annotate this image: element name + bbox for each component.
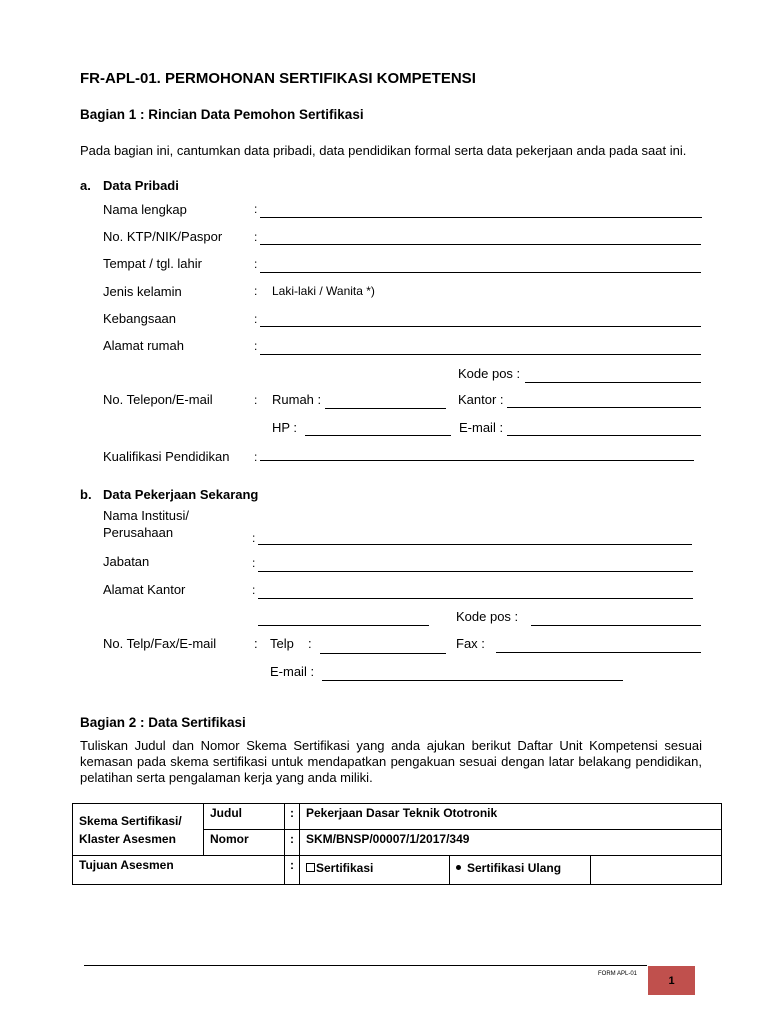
- label-kantor: Kantor :: [458, 392, 504, 407]
- skema-table: [72, 803, 722, 885]
- colon: :: [254, 230, 258, 244]
- input-nama-institusi[interactable]: [258, 544, 692, 545]
- input-telepon-rumah[interactable]: [325, 408, 446, 409]
- input-email-kantor[interactable]: [322, 680, 623, 681]
- input-jabatan[interactable]: [258, 571, 693, 572]
- label-telp-fax-email: No. Telp/Fax/E-mail: [103, 636, 217, 651]
- label-email-kantor: E-mail :: [270, 664, 315, 679]
- page-number: 1: [668, 974, 675, 987]
- input-alamat-kantor-2[interactable]: [258, 625, 429, 626]
- label-ktp: No. KTP/NIK/Paspor: [103, 229, 223, 244]
- colon: :: [285, 804, 300, 830]
- input-fax[interactable]: [496, 652, 701, 653]
- empty-cell: [591, 856, 722, 885]
- colon: :: [254, 636, 258, 651]
- input-telepon-kantor[interactable]: [507, 407, 701, 408]
- footer-line: [84, 965, 647, 966]
- jenis-kelamin-options: Laki-laki / Wanita *): [272, 284, 375, 298]
- label-kode-pos: Kode pos :: [458, 366, 521, 381]
- colon: :: [254, 450, 258, 464]
- label-klaster-asesmen: Klaster Asesmen: [79, 831, 176, 846]
- subsection-b-label: b.: [80, 487, 92, 502]
- bullet-icon: [456, 865, 461, 870]
- document-title: FR-APL-01. PERMOHONAN SERTIFIKASI KOMPETENSI: [80, 70, 476, 87]
- label-ttl: Tempat / tgl. lahir: [103, 256, 202, 271]
- input-kode-pos[interactable]: [525, 382, 701, 383]
- subsection-a-label: a.: [80, 178, 91, 193]
- label-fax: Fax :: [456, 636, 485, 651]
- option-sertifikasi[interactable]: [300, 856, 450, 885]
- section-2-paragraph: Tuliskan Judul dan Nomor Skema Sertifikasi yang anda ajukan berikut Daftar Unit Kompetensi sesuai kemasan pada skema sertifikasi untuk mendapatkan pengakuan sesuai dengan latar belakang pendidikan, pelatihan serta pengalaman kerja yang anda miliki.: [80, 738, 702, 785]
- label-perusahaan: Perusahaan: [103, 525, 174, 540]
- section-1-heading: Bagian 1 : Rincian Data Pemohon Sertifikasi: [80, 107, 364, 122]
- option-sertifikasi-ulang[interactable]: [450, 856, 591, 885]
- label-kebangsaan: Kebangsaan: [103, 311, 177, 326]
- label-email: E-mail :: [459, 420, 504, 435]
- label-telp: Telp: [270, 636, 294, 651]
- input-hp[interactable]: [305, 435, 451, 436]
- section-1-intro: Pada bagian ini, cantumkan data pribadi, data pendidikan formal serta data pekerjaan anda pada saat ini.: [80, 143, 687, 158]
- colon: :: [285, 830, 300, 856]
- label-judul: Judul: [204, 804, 285, 830]
- input-ttl[interactable]: [260, 272, 701, 273]
- page-number-badge: [648, 966, 695, 995]
- input-kebangsaan[interactable]: [260, 326, 701, 327]
- value-nomor: SKM/BNSP/00007/1/2017/349: [300, 830, 722, 856]
- skema-header-cell: [73, 804, 204, 856]
- label-nomor: Nomor: [204, 830, 285, 856]
- colon: :: [254, 202, 258, 216]
- subsection-b-title: Data Pekerjaan Sekarang: [103, 487, 259, 502]
- input-ktp[interactable]: [260, 244, 701, 245]
- colon: :: [254, 312, 258, 326]
- option-sertifikasi-label: Sertifikasi: [316, 861, 374, 875]
- colon: :: [254, 257, 258, 271]
- label-telepon-email: No. Telepon/E-mail: [103, 392, 213, 407]
- input-nama-lengkap[interactable]: [260, 217, 702, 218]
- label-kualifikasi-pendidikan: Kualifikasi Pendidikan: [103, 449, 230, 464]
- input-alamat-rumah[interactable]: [260, 354, 701, 355]
- label-nama-lengkap: Nama lengkap: [103, 202, 187, 217]
- colon: :: [252, 583, 256, 597]
- footer-form-code: FORM APL-01: [598, 971, 638, 977]
- label-alamat-rumah: Alamat rumah: [103, 338, 184, 353]
- input-kualifikasi-pendidikan[interactable]: [260, 460, 694, 461]
- colon: :: [252, 531, 256, 545]
- option-sertifikasi-ulang-label: Sertifikasi Ulang: [467, 861, 562, 875]
- label-jenis-kelamin: Jenis kelamin: [103, 284, 182, 299]
- label-rumah: Rumah :: [272, 392, 322, 407]
- label-nama-institusi: Nama Institusi/: [103, 508, 189, 523]
- label-kode-pos-kantor: Kode pos :: [456, 609, 519, 624]
- input-telp-kantor[interactable]: [320, 653, 446, 654]
- colon: :: [308, 636, 312, 651]
- colon: :: [252, 556, 256, 570]
- label-skema-sertifikasi: Skema Sertifikasi/: [79, 813, 182, 828]
- label-jabatan: Jabatan: [103, 554, 150, 569]
- subsection-a-title: Data Pribadi: [103, 178, 179, 193]
- input-kode-pos-kantor[interactable]: [531, 625, 701, 626]
- label-alamat-kantor: Alamat Kantor: [103, 582, 186, 597]
- colon: :: [254, 339, 258, 353]
- input-email[interactable]: [507, 435, 701, 436]
- label-hp: HP :: [272, 420, 298, 435]
- checkbox-icon[interactable]: [306, 863, 315, 872]
- value-judul: Pekerjaan Dasar Teknik Ototronik: [300, 804, 722, 830]
- colon: :: [285, 856, 300, 885]
- colon: :: [254, 284, 258, 298]
- section-2-heading: Bagian 2 : Data Sertifikasi: [80, 715, 246, 730]
- colon: :: [254, 393, 258, 407]
- label-tujuan-asesmen: Tujuan Asesmen: [73, 856, 285, 885]
- input-alamat-kantor[interactable]: [258, 598, 693, 599]
